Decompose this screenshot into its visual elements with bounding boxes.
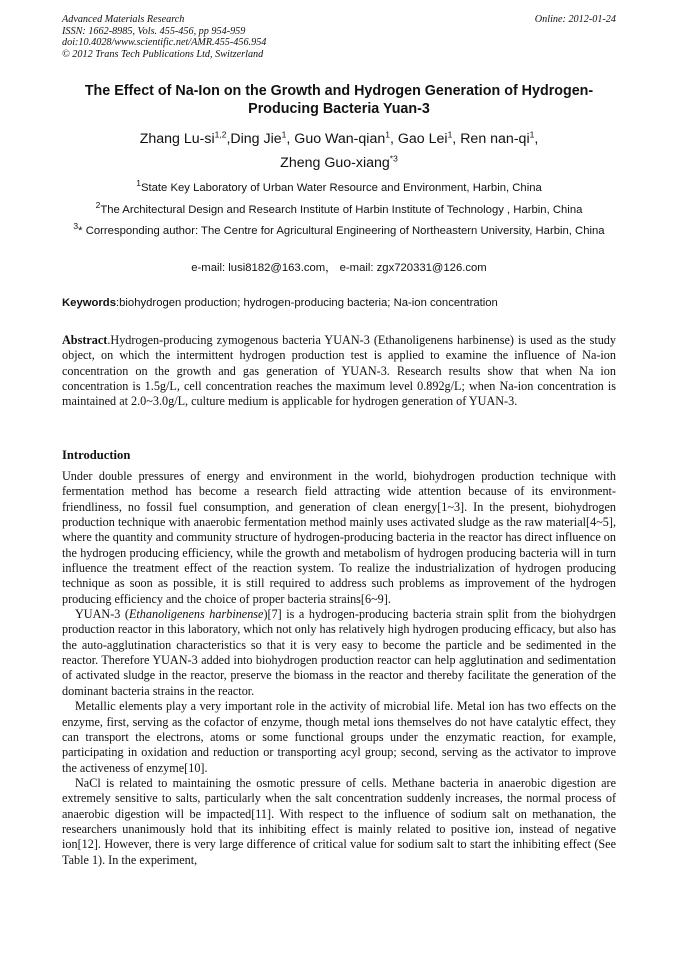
affiliation-3: $^3$* Corresponding author: The Centre for Agricultural Engineering of Northeastern University, Harbin, China — [73, 221, 605, 237]
journal-name: Advanced Materials Research — [62, 14, 185, 25]
keywords-label: Keywords — [62, 297, 116, 309]
introduction-body — [62, 469, 616, 868]
author-list — [62, 127, 616, 175]
author: Gao Lei$^1$, — [397, 129, 461, 147]
keywords-text: :biohydrogen production; hydrogen-producing bacteria; Na-ion concentration — [116, 297, 498, 309]
abstract-text: .Hydrogen-producing zymogenous bacteria YUAN-3 (Ethanoligenens harbinense) is used as the study object, on which the intermittent hydrogen production test is applied to examine the influence of Na-ion concentration on the growth and gas generation of YUAN-3. Research results show that when Na ion concentration is 1.5g/L, cell concentration reaches the maximum level 0.892g/L; when Na-ion concentration is maintained at 2.0~3.0g/L, culture medium is applicable for hydrogen generation of YUAN-3. — [62, 333, 616, 409]
paragraph: Metallic elements play a very important role in the activity of microbial life. Metal ion has two effects on the enzyme, first, serving as the cofactor of enzyme, though metal ions themselves do not have catalytic effect, they can transport the electrons, atoms or some functional groups under the enzymatic reaction, for example, participating in oxidation and reduction or transporting acyl group; second, serving as the activator to improve the activeness of enzyme[10]. — [62, 699, 616, 775]
author: Zheng Guo-xiang$^{*3}$ — [280, 153, 398, 171]
abstract — [62, 333, 616, 410]
affiliation-2: $^2$The Architectural Design and Research Institute of Harbin Institute of Technology , Harbin, China — [95, 200, 583, 216]
introduction-heading: Introduction — [62, 448, 131, 462]
affiliation-1: $^1$State Key Laboratory of Urban Water Resource and Environment, Harbin, China — [136, 178, 542, 194]
paragraph: NaCl is related to maintaining the osmotic pressure of cells. Methane bacteria in anaerobic digestion are extremely sensitive to salts, particularly when the salt concentration suddenly increases, the normal process of anaerobic digestion will be impacted[11]. With respect to the influence of sodium salt on methanation, the researchers unanimously hold that its inhibiting effect is mainly related to positive ion, instead of negative ion[12]. However, there is very large difference of critical value for sodium salt to start the inhibiting effect (See Table 1). In the experiment, — [62, 775, 616, 867]
journal-header — [62, 14, 616, 60]
keywords — [62, 296, 616, 310]
paper-title: The Effect of Na-Ion on the Growth and Hydrogen Generation of Hydrogen-Producing Bacteria Yuan-3 — [84, 83, 594, 117]
author: Guo Wan-qian$^1$, — [294, 129, 398, 147]
author: Zhang Lu-si$^{1,2}$, — [139, 129, 231, 147]
journal-issn: ISSN: 1662-8985, Vols. 455-456, pp 954-959 — [62, 25, 246, 37]
author: Ren nan-$qi^1$, — [460, 129, 539, 147]
paragraph: YUAN-3 (Ethanoligenens harbinense)[7] is a hydrogen-producing bacteria strain split from the biohydrgen production reactor in this laboratory, which not only has relatively high hydrogen producing efficacy, but also has the auto-agglutination characteristics so that it is very easy to become the particle and be sedimented in the reactor. Therefore YUAN-3 added into biohydrogen production reactor can help agglutination and sedimentation of activated sludge in the reactor, preserve the biomass in the reactor and thereby facilitate the generation of the dominant bacteria strains in the reactor. — [62, 607, 617, 698]
journal-copyright: © 2012 Trans Tech Publications Ltd, Switzerland — [62, 48, 264, 60]
journal-doi: doi:10.4028/www.scientific.net/AMR.455-456.954 — [62, 37, 267, 49]
species-name: Ethanoligenens harbinense — [128, 607, 264, 622]
author: Ding Jie$^1$, — [230, 129, 295, 147]
abstract-label: Abstract — [62, 333, 108, 347]
online-date: Online: 2012-01-24 — [534, 14, 616, 25]
paragraph: Under double pressures of energy and environment in the world, biohydrogen production technique with fermentation method has become a research field attracting wide attention because of its environment-friendliness, no fossil fuel consumption, and generation of clean energy[1~3]. In the present, biohydrogen production technique with anaerobic fermentation method mainly uses activated sludge as the raw material[4~5], where the quantity and community structure of hydrogen-producing bacteria in the reactor has direct influence on the hydrogen producing efficiency, while the growth and metabolism of hydrogen producing bacteria will in turn influence the treatment effect of the reaction system. To realize the industrialization of hydrogen producing technique as soon as possible, it is still required to address such problems as improvement of the hydrogen producing efficiency and the choice of proper bacteria strains[6~9]. — [62, 469, 616, 606]
author-emails: e-mail: lusi8182@163.com， e-mail: zgx720331@126.com — [191, 262, 487, 274]
